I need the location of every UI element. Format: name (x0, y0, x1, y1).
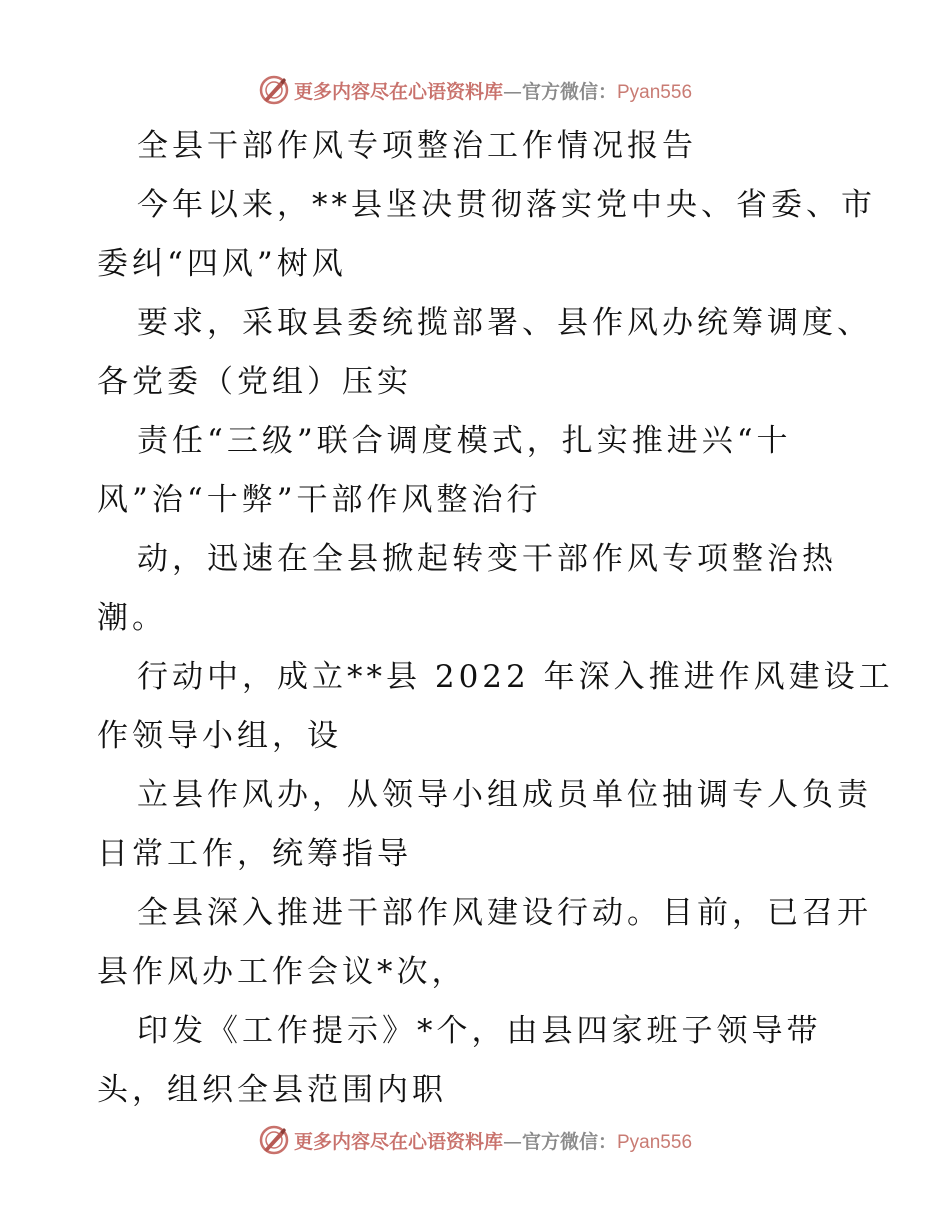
watermark-dash: — (502, 1130, 522, 1153)
watermark-wechat-id: Pyan556 (617, 1131, 693, 1153)
paragraph-line: 立县作风办，从领导小组成员单位抽调专人负责 (137, 777, 872, 813)
paragraph-line: 印发《工作提示》*个，由县四家班子领导带 (137, 1013, 822, 1049)
paragraph-line: 全县深入推进干部作风建设行动。目前，已召开 (137, 895, 872, 931)
paragraph-line: 头，组织全县范围内职 (97, 1072, 447, 1108)
watermark-dash: — (502, 80, 522, 103)
paragraph-line: 动，迅速在全县掀起转变干部作风专项整治热 (137, 541, 837, 577)
paragraph-line: 潮。 (97, 600, 167, 636)
watermark-wechat-id: Pyan556 (617, 81, 693, 103)
watermark-text (294, 77, 692, 104)
paragraph-line: 委纠“四风”树风 (97, 246, 347, 282)
paragraph-line: 今年以来，**县坚决贯彻落实党中央、省委、市 (137, 187, 876, 223)
watermark-main-text: 更多内容尽在心语资料库 (293, 80, 503, 103)
paragraph-line: 责任“三级”联合调度模式，扎实推进兴“十 (137, 423, 792, 459)
paragraph-line: 各党委（党组）压实 (97, 364, 412, 400)
watermark-text (294, 1127, 692, 1154)
paragraph-line: 要求，采取县委统揽部署、县作风办统筹调度、 (137, 305, 872, 341)
document-title: 全县干部作风专项整治工作情况报告 (137, 128, 697, 164)
pen-circle-logo-icon (258, 1124, 290, 1156)
paragraph-line: 县作风办工作会议*次， (97, 954, 467, 990)
paragraph-line: 行动中，成立**县 2022 年深入推进作风建设工 (137, 659, 894, 695)
watermark-label: 官方微信： (521, 1130, 617, 1153)
paragraph-line: 日常工作，统筹指导 (97, 836, 412, 872)
paragraph-line: 作领导小组，设 (97, 718, 342, 754)
paragraph-line: 风”治“十弊”干部作风整治行 (97, 482, 542, 518)
watermark-main-text: 更多内容尽在心语资料库 (293, 1130, 503, 1153)
pen-circle-logo-icon (258, 74, 290, 106)
header-watermark-banner (0, 70, 950, 110)
footer-watermark-banner (0, 1120, 950, 1160)
watermark-label: 官方微信： (521, 80, 617, 103)
